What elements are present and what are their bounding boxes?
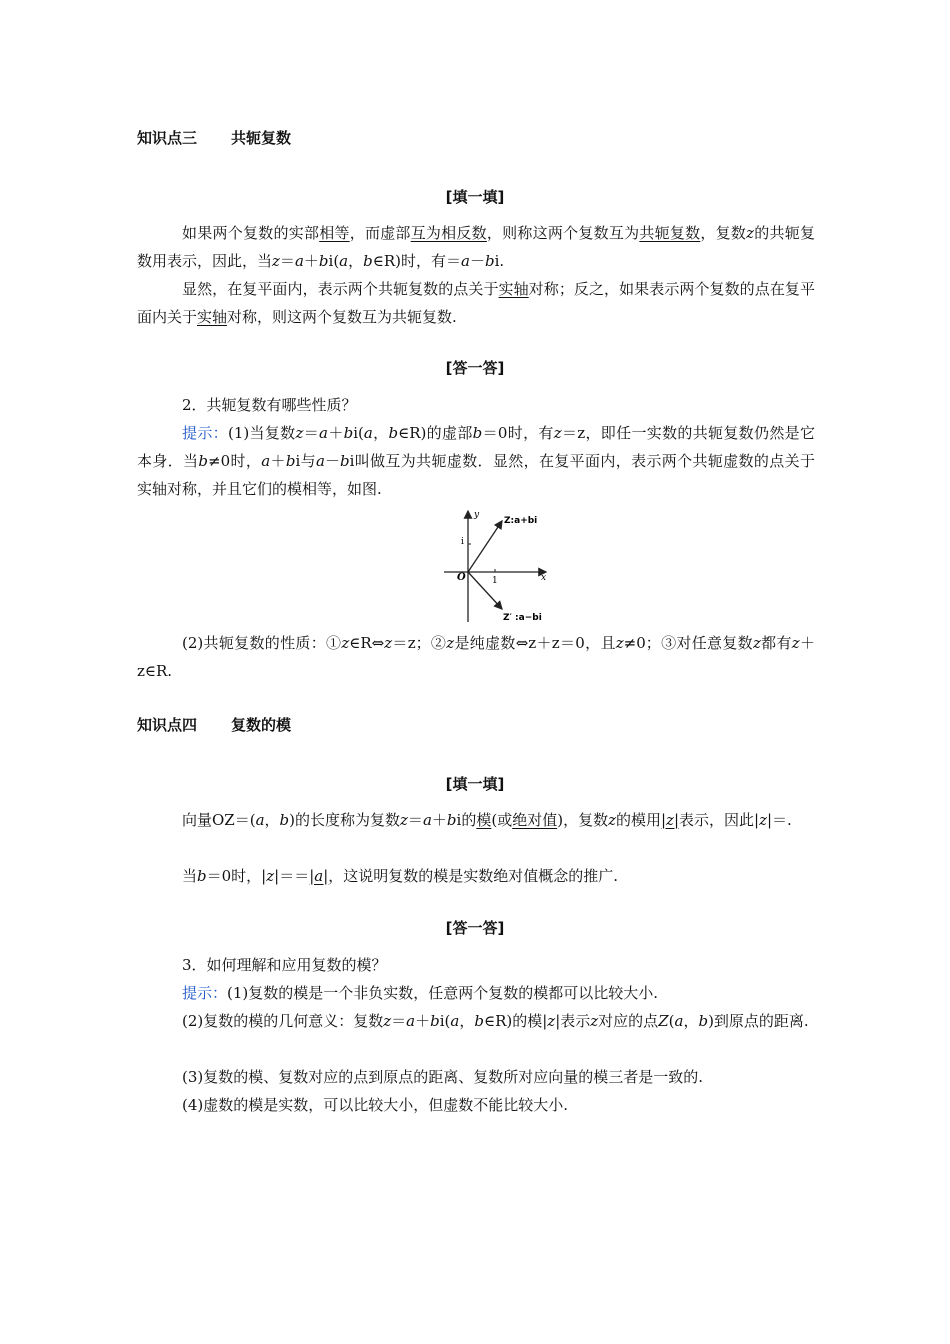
section-name: 共轭复数	[231, 129, 292, 147]
hint-2	[137, 419, 815, 503]
text-run: 对称；反之，如果表示两个复数的点在复平面内关于	[137, 280, 815, 326]
text-run: b	[446, 811, 457, 829]
text-run: a	[316, 452, 325, 470]
blank-answer: |z|	[661, 811, 680, 829]
hint-label: 提示：	[182, 984, 228, 1002]
text-run: a	[450, 1012, 460, 1030]
text-run: a	[319, 424, 328, 442]
blank-answer: 绝对值	[512, 811, 558, 829]
text-run: z	[266, 867, 275, 885]
text-run: z	[384, 634, 393, 652]
text-run: ＋	[328, 424, 344, 442]
text-run: (1)复数的模是一个非负实数，任意两个复数的模都可以比较大小.	[227, 984, 659, 1002]
text-run: i的	[456, 811, 477, 829]
text-run: a	[363, 424, 373, 442]
text-run: ＋z∈R.	[137, 634, 815, 680]
text-run: )，复数	[557, 811, 609, 829]
text-run: (1)当复数	[227, 424, 296, 442]
text-run: z	[446, 634, 455, 652]
text-run: b	[197, 867, 207, 885]
text-run: ，而虚部	[349, 224, 411, 242]
text-run: ，	[459, 1012, 475, 1030]
text-run: (	[668, 1012, 675, 1030]
text-run: z	[272, 252, 280, 270]
text-run: a	[294, 252, 304, 270]
text-run: a	[674, 1012, 684, 1030]
hint-3-item-4: (4)虚数的模是实数，可以比较大小，但虚数不能比较大小.	[182, 1096, 569, 1114]
text-run: 表示，因此|	[679, 811, 760, 829]
fill-in-heading: [填一填]	[445, 775, 505, 793]
text-run: b	[472, 424, 483, 442]
text-run: b	[430, 1012, 440, 1030]
text-run: ，这说明复数的模是实数绝对值概念的推广.	[328, 867, 619, 885]
text-run: ＋	[431, 811, 447, 829]
text-run: b	[279, 811, 290, 829]
text-run: a	[422, 811, 432, 829]
text-run: z	[547, 1012, 556, 1030]
text-run: ＝	[407, 811, 423, 829]
text-run: b	[388, 424, 399, 442]
text-run: ，	[348, 252, 364, 270]
text-run: z	[608, 811, 616, 829]
text-run: ＝z；②	[392, 634, 447, 652]
text-run: ＝	[279, 252, 295, 270]
blank-answer: 相等	[319, 224, 350, 242]
text-run: b	[198, 452, 209, 470]
blank-answer: |a|	[309, 867, 329, 885]
text-run: |＝.	[766, 811, 792, 829]
text-run: |＝＝	[274, 867, 310, 885]
text-run: i与	[295, 452, 316, 470]
text-run: z	[400, 811, 408, 829]
text-run: )到原点的距离.	[708, 1012, 809, 1030]
text-run: 对应的点	[598, 1012, 659, 1030]
text-run: ，复数	[700, 224, 747, 242]
z-point-label: Z:a+bi	[504, 516, 538, 526]
text-run: b	[339, 452, 350, 470]
text-run: i(	[439, 1012, 451, 1030]
text-run: b	[474, 1012, 484, 1030]
text-run: z	[383, 1012, 392, 1030]
fill-in-heading: [填一填]	[445, 188, 505, 206]
complex-plane-figure	[440, 508, 560, 624]
text-run: ≠0时，	[208, 452, 262, 470]
text-run: z	[553, 424, 562, 442]
text-run: i(	[328, 252, 340, 270]
text-run: (或	[491, 811, 513, 829]
text-run: ，	[372, 424, 389, 442]
text-run: ＝0时，|	[206, 867, 267, 885]
question-2: 2．共轭复数有哪些性质？	[182, 396, 357, 414]
conjugate-properties	[137, 629, 815, 685]
section-title-modulus	[137, 714, 291, 735]
answer-heading: [答一答]	[445, 359, 505, 377]
text-run: i叫做互为共轭虚数．显然，在复平面内，表示两个共轭虚数的点关于实轴对称，并且它们的模相等，如图.	[137, 452, 815, 498]
paragraph-real-modulus	[137, 862, 815, 890]
text-run: ，则称这两个复数互为	[486, 224, 640, 242]
text-run: 的模用	[615, 811, 661, 829]
text-run: ，	[264, 811, 280, 829]
paragraph-conjugate-definition	[137, 219, 815, 275]
x-axis-label: x	[541, 573, 547, 583]
i-label: i	[461, 537, 464, 547]
blank-answer: 实轴	[197, 308, 228, 326]
text-run: )的长度称为复数	[289, 811, 401, 829]
paragraph-modulus-definition	[137, 806, 815, 834]
text-run: z	[341, 634, 350, 652]
text-run: b	[318, 252, 329, 270]
text-run: ∈R⇔	[349, 634, 385, 652]
text-run: b	[285, 452, 296, 470]
text-run: ＋	[270, 452, 286, 470]
text-run: Z	[658, 1012, 669, 1030]
text-run: 如果两个复数的实部	[182, 224, 320, 242]
text-run: 显然，在复平面内，表示两个共轭复数的点关于	[182, 280, 499, 298]
paragraph-symmetry	[137, 275, 815, 331]
blank-answer: 共轭复数	[639, 224, 701, 242]
text-run: ＝0时，有	[482, 424, 554, 442]
tick-one-label: 1	[492, 576, 498, 586]
text-run: ∈R)时，有＝	[372, 252, 461, 270]
text-run: z	[746, 224, 754, 242]
text-run: i.	[494, 252, 505, 270]
blank-answer: 实轴	[498, 280, 529, 298]
text-run: 对称，则这两个复数互为共轭复数.	[227, 308, 457, 326]
text-run: b	[363, 252, 373, 270]
question-3: 3．如何理解和应用复数的模？	[182, 956, 387, 974]
text-run: 是纯虚数⇔z＋z＝0，且	[454, 634, 616, 652]
hint-3-item-3: (3)复数的模、复数对应的点到原点的距离、复数所对应向量的模三者是一致的.	[182, 1068, 704, 1086]
hint-3	[137, 979, 815, 1007]
text-run: ＝	[391, 1012, 407, 1030]
text-run: b	[343, 424, 354, 442]
origin-label: O	[457, 572, 466, 583]
text-run: 的共轭复数用表示，因此，当	[137, 224, 815, 270]
text-run: ，	[683, 1012, 699, 1030]
text-run: ＋	[303, 252, 319, 270]
y-axis-label: y	[474, 510, 480, 520]
text-run: ＝	[303, 424, 320, 442]
text-run: z	[759, 811, 767, 829]
text-run: 都有	[760, 634, 792, 652]
text-run: －	[324, 452, 340, 470]
text-run: ＋	[415, 1012, 431, 1030]
text-run: ∈R)的模|	[483, 1012, 548, 1030]
text-run: 向量OZ＝(	[182, 811, 256, 829]
text-run: z	[752, 634, 761, 652]
text-run: a	[406, 1012, 416, 1030]
text-run: ＝z，即任一实数的共轭复数仍然是它本身．当	[137, 424, 815, 470]
text-run: z	[615, 634, 624, 652]
text-run: a	[339, 252, 349, 270]
text-run: |表示	[555, 1012, 591, 1030]
text-run: a	[255, 811, 265, 829]
answer-heading: [答一答]	[445, 919, 505, 937]
text-run: b	[698, 1012, 709, 1030]
text-run: z	[590, 1012, 599, 1030]
hint-label: 提示：	[182, 424, 228, 442]
blank-answer: 互为相反数	[410, 224, 487, 242]
text-run: i(	[353, 424, 364, 442]
text-run: ≠0；③对任意复数	[623, 634, 753, 652]
section-title-conjugate	[137, 127, 291, 148]
text-run: a	[461, 252, 470, 270]
section-label: 知识点三	[137, 129, 198, 147]
text-run: z	[791, 634, 800, 652]
section-name: 复数的模	[231, 716, 292, 734]
hint-3-item-2	[137, 1007, 815, 1035]
blank-answer: 模	[476, 811, 492, 829]
text-run: (2)共轭复数的性质：①	[182, 634, 342, 652]
text-run: b	[484, 252, 495, 270]
text-run: 当	[182, 867, 198, 885]
vector-z	[468, 521, 502, 572]
text-run: (2)复数的模的几何意义：复数	[182, 1012, 384, 1030]
text-run: －	[469, 252, 485, 270]
text-run: a	[261, 452, 271, 470]
text-run: z	[295, 424, 304, 442]
z-conjugate-label: Z′ :a−bi	[503, 613, 542, 623]
section-label: 知识点四	[137, 716, 198, 734]
text-run: ∈R)的虚部	[398, 424, 473, 442]
